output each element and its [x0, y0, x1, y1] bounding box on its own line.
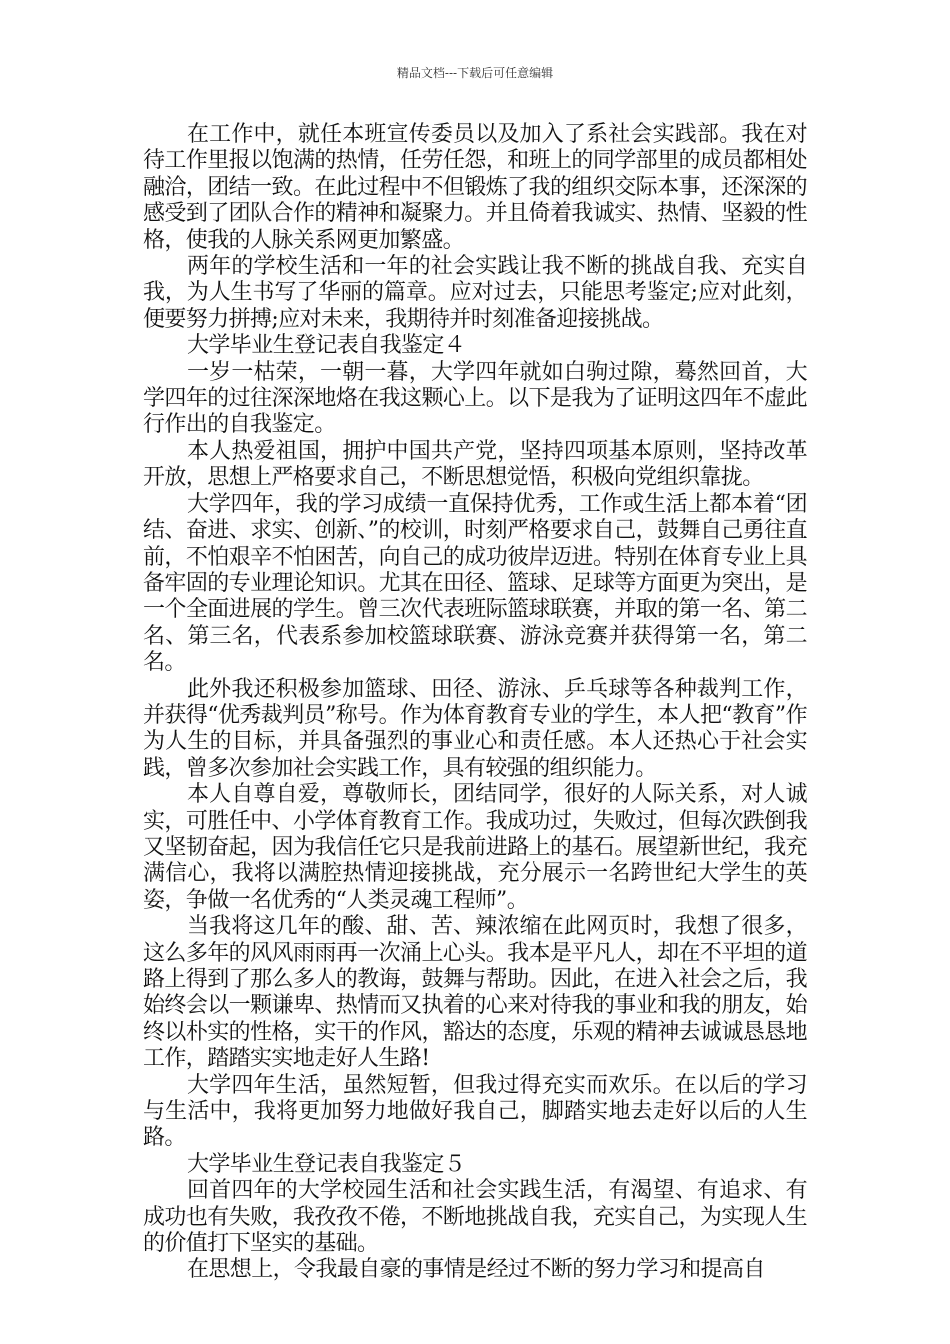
document-body	[143, 122, 807, 1284]
section-heading: 大学毕业生登记表自我鉴定５	[187, 1151, 466, 1177]
paragraph: 在思想上，令我最自豪的事情是经过不断的努力学习和提高自	[187, 1257, 765, 1283]
page-header: 精品文档---下载后可任意编辑	[396, 66, 554, 80]
paragraph: 两年的学校生活和一年的社会实践让我不断的挑战自我、充实自我，为人生书写了华丽的篇章。应对过去，只能思考鉴定;应对此刻，便要努力拼搏;应对未来，我期待并时刻准备迎接挑战。	[143, 254, 807, 332]
paragraph: 本人自尊自爱，尊敬师长，团结同学，很好的人际关系，对人诚实，可胜任中、小学体育教育工作。我成功过，失败过，但每次跌倒我又坚韧奋起，因为我信任它只是我前进路上的基石。展望新世纪，我充满信心，我将以满腔热情迎接挑战，充分展示一名跨世纪大学生的英姿，争做一名优秀的“人类灵魂工程师”。	[143, 782, 807, 913]
section-heading: 大学毕业生登记表自我鉴定４	[187, 333, 466, 359]
paragraph: 在工作中，就任本班宣传委员以及加入了系社会实践部。我在对待工作里报以饱满的热情，任劳任怨，和班上的同学部里的成员都相处融洽，团结一致。在此过程中不但锻炼了我的组织交际本事，还深深的感受到了团队合作的精神和凝聚力。并且倚着我诚实、热情、坚毅的性格，使我的人脉关系网更加繁盛。	[143, 122, 807, 253]
paragraph: 一岁一枯荣，一朝一暮，大学四年就如白驹过隙，蓦然回首，大学四年的过往深深地烙在我这颗心上。以下是我为了证明这四年不虚此行作出的自我鉴定。	[143, 359, 807, 438]
paragraph: 大学四年生活，虽然短暂，但我过得充实而欢乐。在以后的学习与生活中，我将更加努力地做好我自己，脚踏实地去走好以后的人生路。	[143, 1072, 807, 1151]
paragraph: 此外我还积极参加篮球、田径、游泳、乒乓球等各种裁判工作，并获得“优秀裁判员”称号。作为体育教育专业的学生，本人把“教育”作为人生的目标，并具备强烈的事业心和责任感。本人还热心于社会实践，曾多次参加社会实践工作，具有较强的组织能力。	[143, 676, 807, 781]
paragraph: 回首四年的大学校园生活和社会实践生活，有渴望、有追求、有成功也有失败，我孜孜不倦，不断地挑战自我，充实自己，为实现人生的价值打下坚实的基础。	[143, 1178, 807, 1257]
paragraph: 大学四年，我的学习成绩一直保持优秀，工作或生活上都本着“团结、奋进、求实、创新、”的校训，时刻严格要求自己，鼓舞自己勇往直前，不怕艰辛不怕困苦，向自己的成功彼岸迈进。特别在体育专业上具备牢固的专业理论知识。尤其在田径、篮球、足球等方面更为突出，是一个全面进展的学生。曾三次代表班际篮球联赛，并取的第一名、第二名、第三名，代表系参加校篮球联赛、游泳竞赛并获得第一名，第二名。	[143, 491, 807, 676]
paragraph: 当我将这几年的酸、甜、苦、辣浓缩在此网页时，我想了很多，这么多年的风风雨雨再一次涌上心头。我本是平凡人，却在不平坦的道路上得到了那么多人的教诲，鼓舞与帮助。因此，在进入社会之后，我始终会以一颗谦卑、热情而又执着的心来对待我的事业和我的朋友，始终以朴实的性格，实干的作风，豁达的态度，乐观的精神去诚诚恳恳地工作，踏踏实实地走好人生路!	[143, 914, 807, 1072]
paragraph: 本人热爱祖国，拥护中国共产党，坚持四项基本原则，坚持改革开放，思想上严格要求自己，不断思想觉悟，积极向党组织靠拢。	[143, 438, 807, 491]
